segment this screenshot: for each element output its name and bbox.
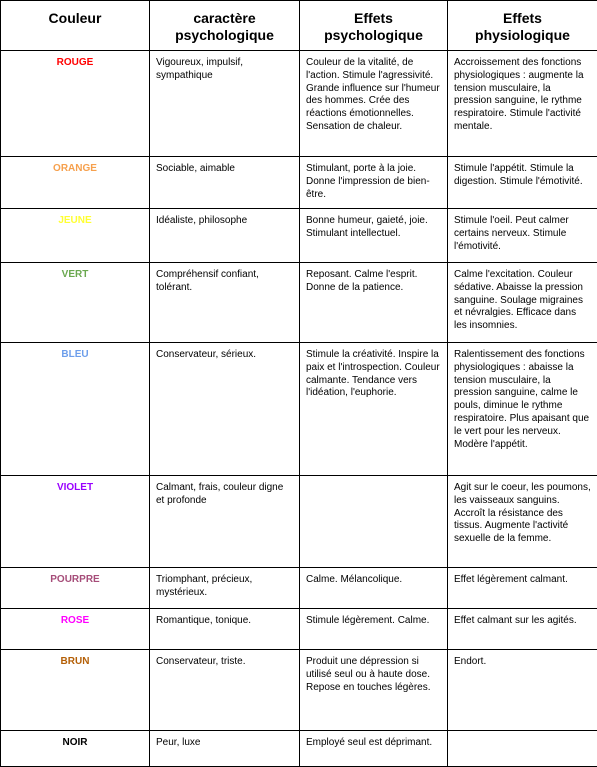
psych-effect-cell: Employé seul est déprimant. [300, 731, 448, 767]
color-name-cell: ROSE [1, 609, 150, 650]
physio-effect-cell: Ralentissement des fonctions physiologiques : abaisse la tension musculaire, la pression sanguine, calme le pouls, diminue le rythme respiratoire. Plus apaisant que le vert pour les nerveux. Modère l'appétit. [448, 343, 597, 476]
color-name-cell: VIOLET [1, 476, 150, 568]
character-cell: Idéaliste, philosophe [150, 209, 300, 263]
header-effets-physiologique: Effets physiologique [448, 1, 597, 51]
header-row [1, 1, 597, 51]
color-name-cell: NOIR [1, 731, 150, 767]
header-couleur: Couleur [1, 1, 150, 51]
table-row [1, 157, 597, 209]
physio-effect-cell: Effet calmant sur les agités. [448, 609, 597, 650]
physio-effect-cell [448, 731, 597, 767]
psych-effect-cell [300, 476, 448, 568]
psych-effect-cell: Produit une dépression si utilisé seul ou à haute dose. Repose en touches légères. [300, 650, 448, 731]
header-effets-psychologique: Effets psychologique [300, 1, 448, 51]
physio-effect-cell: Calme l'excitation. Couleur sédative. Abaisse la pression sanguine. Soulage migraines et névralgies. Efficace dans les insomnies. [448, 263, 597, 343]
table-row [1, 609, 597, 650]
psych-effect-cell: Reposant. Calme l'esprit. Donne de la patience. [300, 263, 448, 343]
table-row [1, 568, 597, 609]
color-name-cell: ROUGE [1, 51, 150, 157]
table-row [1, 731, 597, 767]
table-row [1, 209, 597, 263]
psych-effect-cell: Bonne humeur, gaieté, joie. Stimulant intellectuel. [300, 209, 448, 263]
character-cell: Romantique, tonique. [150, 609, 300, 650]
color-name-cell: VERT [1, 263, 150, 343]
table-row [1, 476, 597, 568]
color-name-cell: JEUNE [1, 209, 150, 263]
character-cell: Peur, luxe [150, 731, 300, 767]
physio-effect-cell: Agit sur le coeur, les poumons, les vaisseaux sanguins. Accroît la résistance des tissus. Augmente l'activité sexuelle de la femme. [448, 476, 597, 568]
table-row [1, 51, 597, 157]
table-row [1, 343, 597, 476]
physio-effect-cell: Accroissement des fonctions physiologiques : augmente la tension musculaire, la pression sanguine, le rythme respiratoire. Stimule l'activité mentale. [448, 51, 597, 157]
header-caractere: caractère psychologique [150, 1, 300, 51]
psych-effect-cell: Stimule la créativité. Inspire la paix et l'introspection. Couleur calmante. Tendance vers l'idéation, l'euphorie. [300, 343, 448, 476]
character-cell: Conservateur, sérieux. [150, 343, 300, 476]
color-name-cell: BRUN [1, 650, 150, 731]
character-cell: Conservateur, triste. [150, 650, 300, 731]
color-name-cell: POURPRE [1, 568, 150, 609]
physio-effect-cell: Stimule l'oeil. Peut calmer certains nerveux. Stimule l'émotivité. [448, 209, 597, 263]
character-cell: Vigoureux, impulsif, sympathique [150, 51, 300, 157]
character-cell: Compréhensif confiant, tolérant. [150, 263, 300, 343]
color-name-cell: BLEU [1, 343, 150, 476]
psych-effect-cell: Stimulant, porte à la joie. Donne l'impression de bien-être. [300, 157, 448, 209]
color-name-cell: ORANGE [1, 157, 150, 209]
psych-effect-cell: Stimule légèrement. Calme. [300, 609, 448, 650]
physio-effect-cell: Endort. [448, 650, 597, 731]
character-cell: Sociable, aimable [150, 157, 300, 209]
character-cell: Triomphant, précieux, mystérieux. [150, 568, 300, 609]
physio-effect-cell: Stimule l'appétit. Stimule la digestion. Stimule l'émotivité. [448, 157, 597, 209]
psych-effect-cell: Couleur de la vitalité, de l'action. Stimule l'agressivité. Grande influence sur l'humeur des hommes. Crée des réactions émotionnelles. Sensation de chaleur. [300, 51, 448, 157]
psych-effect-cell: Calme. Mélancolique. [300, 568, 448, 609]
character-cell: Calmant, frais, couleur digne et profonde [150, 476, 300, 568]
table-row [1, 263, 597, 343]
table-row [1, 650, 597, 731]
physio-effect-cell: Effet légèrement calmant. [448, 568, 597, 609]
